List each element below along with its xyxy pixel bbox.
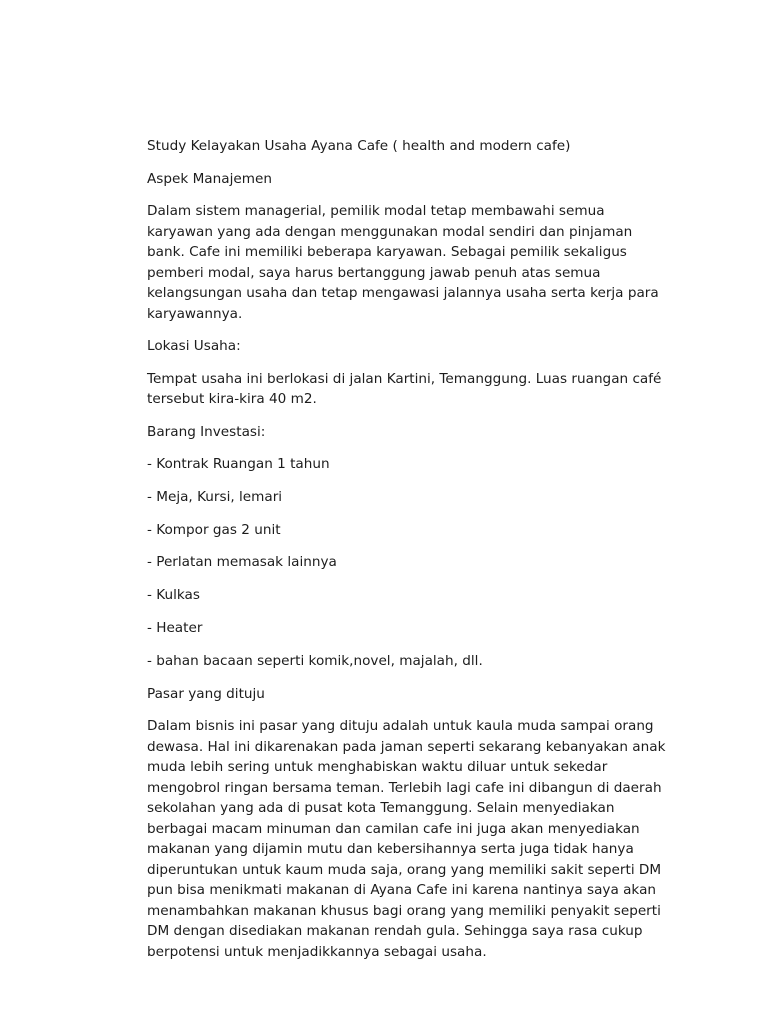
list-item: - Meja, Kursi, lemari bbox=[147, 488, 283, 505]
investment-list bbox=[147, 454, 667, 671]
list-item: - bahan bacaan seperti komik,novel, majalah, dll. bbox=[147, 652, 483, 669]
paragraph-management: Dalam sistem managerial, pemilik modal tetap membawahi semua karyawan yang ada dengan menggunakan modal sendiri dan pinjaman bank. Cafe ini memiliki beberapa karyawan. Sebagai pemilik sekaligus pemberi modal, saya harus bertanggung jawab penuh atas semua kelangsungan usaha dan tetap mengawasi jalannya usaha serta kerja para karyawannya. bbox=[147, 203, 659, 322]
list-item: - Heater bbox=[147, 619, 203, 636]
section-heading-location: Lokasi Usaha: bbox=[147, 338, 241, 354]
list-item: - Perlatan memasak lainnya bbox=[147, 554, 337, 571]
section-heading-investment: Barang Investasi: bbox=[147, 423, 266, 440]
list-item: - Kontrak Ruangan 1 tahun bbox=[147, 456, 330, 472]
document-body bbox=[147, 136, 667, 974]
list-item: - Kulkas bbox=[147, 587, 200, 604]
section-heading-management: Aspek Manajemen bbox=[147, 170, 272, 187]
list-item: - Kompor gas 2 unit bbox=[147, 521, 281, 538]
document-title: Study Kelayakan Usaha Ayana Cafe ( health and modern cafe) bbox=[147, 138, 571, 154]
paragraph-market: Dalam bisnis ini pasar yang dituju adalah untuk kaula muda sampai orang dewasa. Hal ini dikarenakan pada jaman seperti sekarang kebanyakan anak muda lebih sering untuk menghabiskan waktu diluar untuk sekedar mengobrol ringan bersama teman. Terlebih lagi cafe ini dibangun di daerah sekolahan yang ada di pusat kota Temanggung. Selain menyediakan berbagai macam minuman dan camilan cafe ini juga akan menyediakan makanan yang dijamin mutu dan kebersihannya serta juga tidak hanya diperuntukan untuk kaum muda saja, orang yang memiliki sakit seperti DM pun bisa menikmati makanan di Ayana Cafe ini karena nantinya saya akan menambahkan makanan khusus bagi orang yang memiliki penyakit seperti DM dengan disediakan makanan rendah gula. Sehingga saya rasa cukup berpotensi untuk menjadikkannya sebagai usaha. bbox=[147, 718, 666, 960]
section-heading-market: Pasar yang dituju bbox=[147, 685, 265, 702]
paragraph-location: Tempat usaha ini berlokasi di jalan Kartini, Temanggung. Luas ruangan café tersebut kira-kira 40 m2. bbox=[147, 370, 662, 407]
